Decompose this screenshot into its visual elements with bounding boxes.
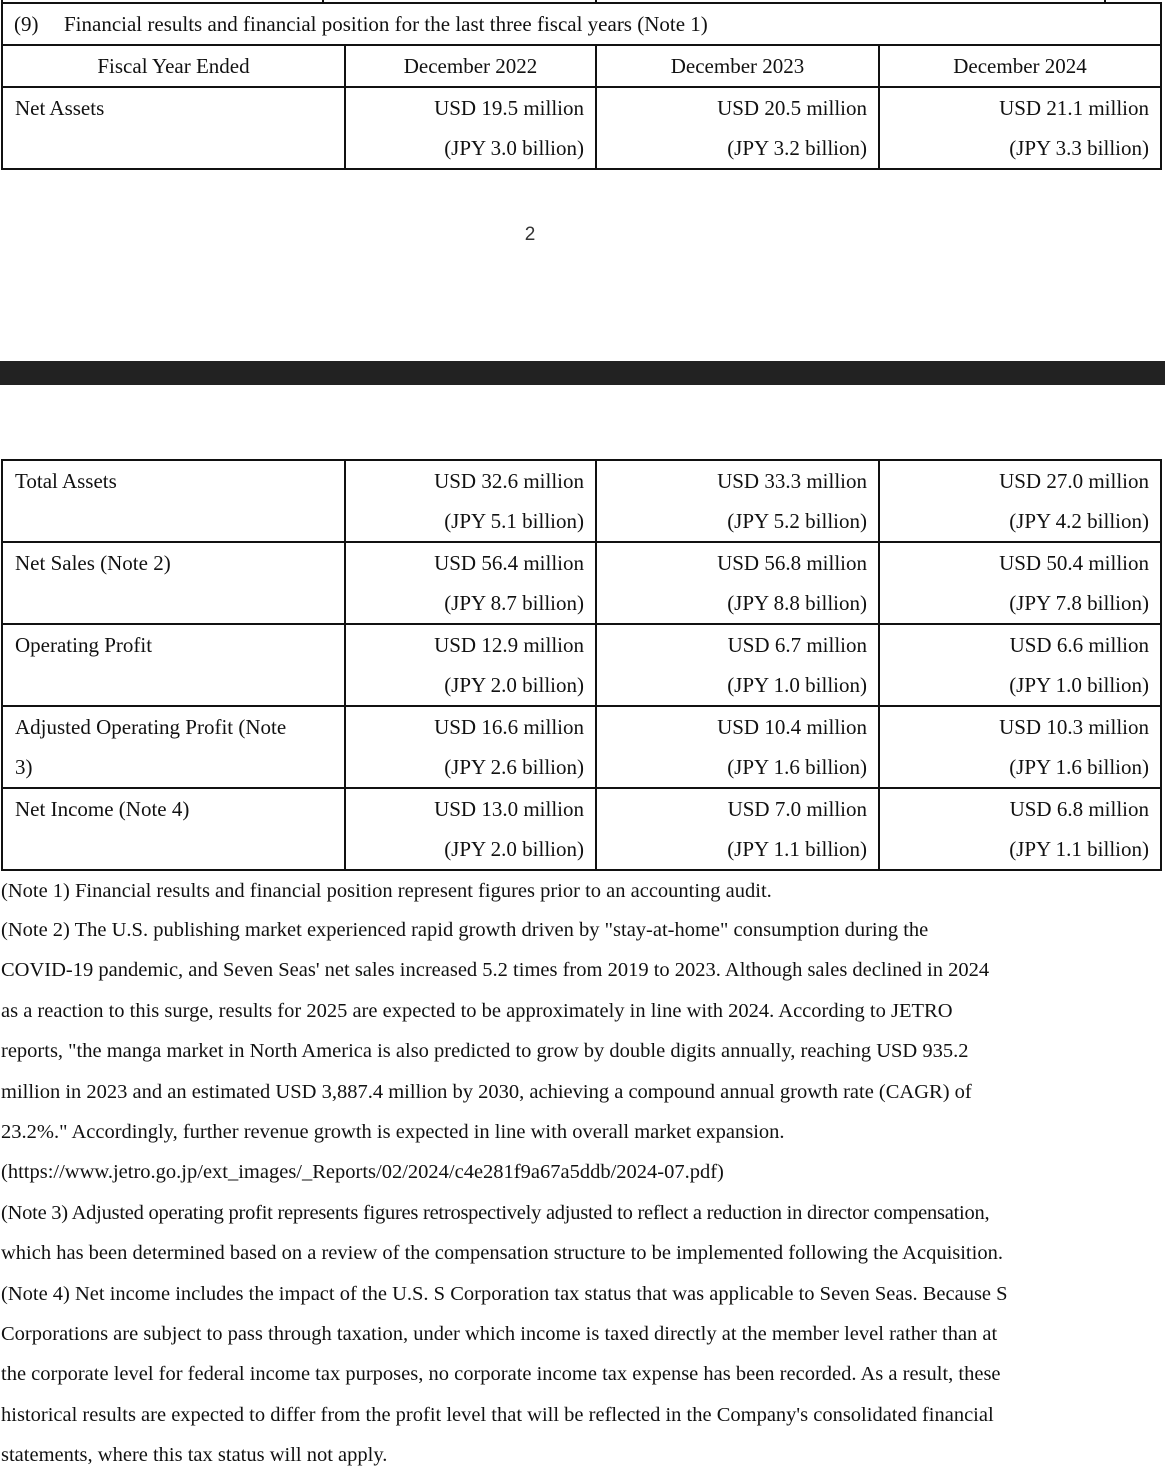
jpy-value: (JPY 2.6 billion) [444,755,584,779]
usd-value: USD 7.0 million [727,797,867,821]
financial-table-part1 [1,2,1162,170]
value-cell [345,624,596,706]
note-line: (Note 4) Net income includes the impact of the U.S. S Corporation tax status that was applicable to Seven Seas. Because S [1,1282,1008,1305]
usd-value: USD 33.3 million [717,469,867,493]
usd-value: USD 20.5 million [717,96,867,120]
value-cell [345,460,596,542]
row-label [2,624,345,706]
header-december-2023: December 2023 [596,45,879,87]
section-title-row [2,3,1161,45]
jpy-value: (JPY 3.0 billion) [444,136,584,160]
usd-value: USD 10.3 million [999,715,1149,739]
usd-value: USD 56.8 million [717,551,867,575]
page-divider [0,361,1165,385]
usd-value: USD 32.6 million [434,469,584,493]
header-fiscal-year-ended: Fiscal Year Ended [2,45,345,87]
note-3 [1,1193,1111,1274]
usd-value: USD 6.7 million [727,633,867,657]
value-cell [345,87,596,169]
jpy-value: (JPY 4.2 billion) [1009,509,1149,533]
jpy-value: (JPY 1.6 billion) [1009,755,1149,779]
usd-value: USD 50.4 million [999,551,1149,575]
row-label [2,542,345,624]
row-label-text: Net Sales (Note 2) [15,551,171,575]
note-line: (Note 3) Adjusted operating profit represents figures retrospectively adjusted to reflect a reduction in director compensation, [1,1201,990,1224]
jpy-value: (JPY 1.1 billion) [727,837,867,861]
value-cell [596,460,879,542]
jpy-value: (JPY 2.0 billion) [444,673,584,697]
row-label-text: Net Income (Note 4) [15,797,190,821]
row-label-text: Total Assets [15,469,117,493]
header-december-2022: December 2022 [345,45,596,87]
value-cell [596,542,879,624]
row-label [2,87,345,169]
note-line: COVID-19 pandemic, and Seven Seas' net sales increased 5.2 times from 2019 to 2023. Although sales declined in 2024 [1,959,990,982]
note-line: 23.2%." Accordingly, further revenue growth is expected in line with overall market expansion. [1,1121,785,1144]
note-4 [1,1274,1111,1476]
header-december-2024: December 2024 [879,45,1161,87]
page-number: 2 [524,224,536,245]
table-row-net-income [2,788,1161,870]
table-row-total-assets [2,460,1161,542]
note-line: which has been determined based on a review of the compensation structure to be implemented following the Acquisition. [1,1242,1003,1265]
usd-value: USD 6.8 million [1009,797,1149,821]
usd-value: USD 56.4 million [434,551,584,575]
jpy-value: (JPY 2.0 billion) [444,837,584,861]
value-cell [596,87,879,169]
jpy-value: (JPY 1.6 billion) [727,755,867,779]
usd-value: USD 13.0 million [434,797,584,821]
jpy-value: (JPY 5.1 billion) [444,509,584,533]
note-line: as a reaction to this surge, results for 2025 are expected to be approximately in line with 2024. According to JETRO [1,999,953,1022]
usd-value: USD 27.0 million [999,469,1149,493]
table-row-net-sales [2,542,1161,624]
value-cell [596,788,879,870]
value-cell [596,706,879,788]
value-cell [345,788,596,870]
value-cell [879,706,1161,788]
row-label-text: Net Assets [15,96,105,120]
value-cell [345,706,596,788]
row-label [2,706,345,788]
usd-value: USD 12.9 million [434,633,584,657]
row-label-text: Operating Profit [15,633,153,657]
note-1: (Note 1) Financial results and financial position represent figures prior to an accounting audit. [1,880,772,902]
usd-value: USD 10.4 million [717,715,867,739]
row-label [2,788,345,870]
value-cell [596,624,879,706]
notes-section [1,872,1111,1476]
note-line: reports, "the manga market in North America is also predicted to grow by double digits annually, reaching USD 935.2 [1,1040,969,1063]
jpy-value: (JPY 1.0 billion) [727,673,867,697]
table-row-adjusted-operating-profit [2,706,1161,788]
jpy-value: (JPY 8.7 billion) [444,591,584,615]
row-label-text: Adjusted Operating Profit (Note [15,715,287,739]
value-cell [879,87,1161,169]
jpy-value: (JPY 8.8 billion) [727,591,867,615]
value-cell [879,542,1161,624]
value-cell [345,542,596,624]
table-row-net-assets [2,87,1161,169]
note-2 [1,910,1111,1193]
usd-value: USD 16.6 million [434,715,584,739]
note-line: the corporate level for federal income tax purposes, no corporate income tax expense has been recorded. As a result, these [1,1363,1001,1386]
note-line: (Note 2) The U.S. publishing market experienced rapid growth driven by "stay-at-home" consumption during the [1,919,929,941]
section-title-cell [2,3,1161,45]
value-cell [879,624,1161,706]
usd-value: USD 19.5 million [434,96,584,120]
note-line: million in 2023 and an estimated USD 3,887.4 million by 2030, achieving a compound annual growth rate (CAGR) of [1,1080,972,1103]
financial-table-part2 [1,459,1162,871]
section-title: Financial results and financial position for the last three fiscal years (Note 1) [64,12,708,36]
jpy-value: (JPY 5.2 billion) [727,509,867,533]
jpy-value: (JPY 3.2 billion) [727,136,867,160]
section-number: (9) [14,12,39,36]
row-label-text-line2: 3) [15,755,33,779]
note-line: statements, where this tax status will not apply. [1,1444,388,1467]
jpy-value: (JPY 1.1 billion) [1009,837,1149,861]
note-line: historical results are expected to differ from the profit level that will be reflected in the Company's consolidated financial [1,1403,994,1426]
jpy-value: (JPY 3.3 billion) [1009,136,1149,160]
note-line: Corporations are subject to pass through taxation, under which income is taxed directly at the member level rather than at [1,1323,998,1346]
table-row-operating-profit [2,624,1161,706]
usd-value: USD 6.6 million [1009,633,1149,657]
value-cell [879,460,1161,542]
usd-value: USD 21.1 million [999,96,1149,120]
row-label [2,460,345,542]
value-cell [879,788,1161,870]
jetro-reference-url: (https://www.jetro.go.jp/ext_images/_Reports/02/2024/c4e281f9a67a5ddb/2024-07.pdf) [1,1161,724,1184]
jpy-value: (JPY 1.0 billion) [1009,673,1149,697]
jpy-value: (JPY 7.8 billion) [1009,591,1149,615]
table-header-row [2,45,1161,87]
